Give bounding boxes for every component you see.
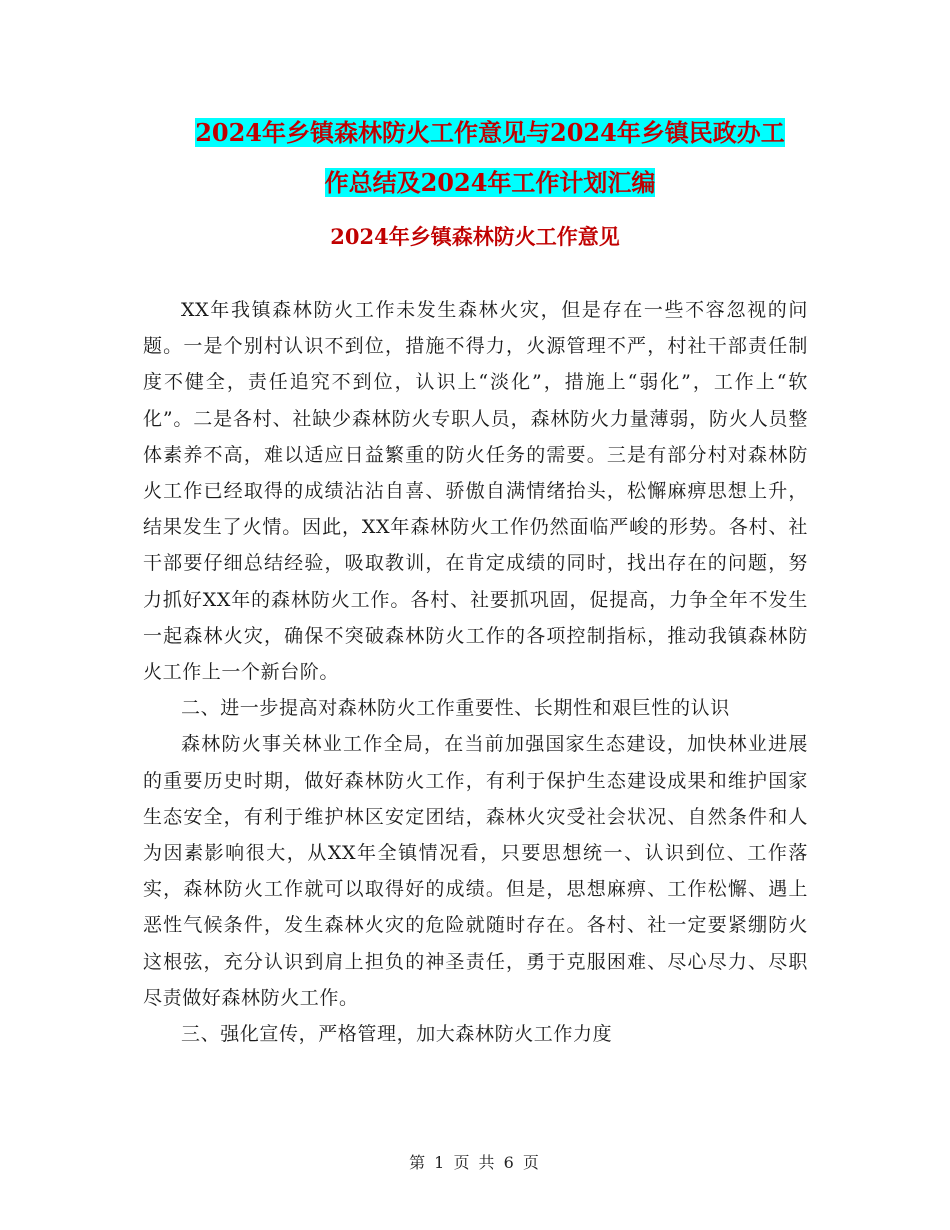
- document-body: [143, 292, 808, 1052]
- document-title-line-2: 作总结及2024年工作计划汇编: [324, 168, 656, 197]
- page-footer: 第 1 页 共 6 页: [409, 1153, 541, 1172]
- paragraph-1: XX年我镇森林防火工作未发生森林火灾，但是存在一些不容忽视的问题。一是个别村认识不到位，措施不得力，火源管理不严，村社干部责任制度不健全，责任追究不到位，认识上“淡化”，措施上“弱化”，工作上“软化”。二是各村、社缺少森林防火专职人员，森林防火力量薄弱，防火人员整体素养不高，难以适应日益繁重的防火任务的需要。三是有部分村对森林防火工作已经取得的成绩沾沾自喜、骄傲自满情绪抬头，松懈麻痹思想上升，结果发生了火情。因此，XX年森林防火工作仍然面临严峻的形势。各村、社干部要仔细总结经验，吸取教训，在肯定成绩的同时，找出存在的问题，努力抓好XX年的森林防火工作。各村、社要抓巩固，促提高，力争全年不发生一起森林火灾，确保不突破森林防火工作的各项控制指标，推动我镇森林防火工作上一个新台阶。: [143, 299, 808, 684]
- document-title-line-1: 2024年乡镇森林防火工作意见与2024年乡镇民政办工: [195, 118, 785, 147]
- paragraph-4-heading: 三、强化宣传，严格管理，加大森林防火工作力度: [181, 1023, 613, 1046]
- paragraph-3: 森林防火事关林业工作全局，在当前加强国家生态建设，加快林业进展的重要历史时期，做好森林防火工作，有利于保护生态建设成果和维护国家生态安全，有利于维护林区安定团结，森林火灾受社会状况、自然条件和人为因素影响很大，从XX年全镇情况看，只要思想统一、认识到位、工作落实，森林防火工作就可以取得好的成绩。但是，思想麻痹、工作松懈、遇上恶性气候条件，发生森林火灾的危险就随时存在。各村、社一定要紧绷防火这根弦，充分认识到肩上担负的神圣责任，勇于克服困难、尽心尽力、尽职尽责做好森林防火工作。: [143, 733, 808, 1009]
- section-title: 2024年乡镇森林防火工作意见: [330, 224, 620, 249]
- document-title: [140, 108, 840, 208]
- paragraph-2-heading: 二、进一步提高对森林防火工作重要性、长期性和艰巨性的认识: [181, 697, 730, 720]
